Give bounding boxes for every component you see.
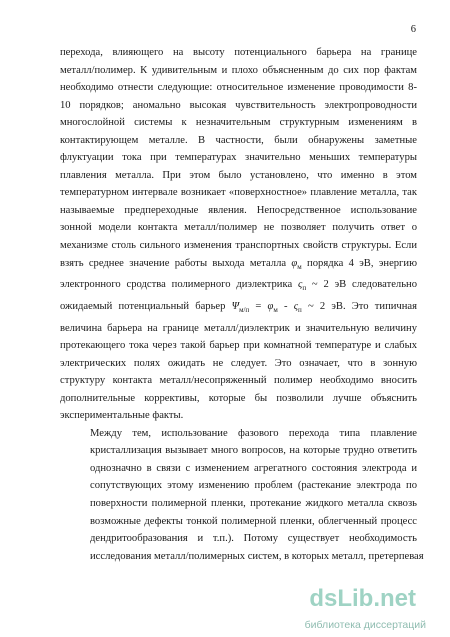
text-line: дополнительные коррективы, которые бы позволили лучше объяснить: [60, 392, 417, 404]
text-line: плавления металла. При этом было установлено, что именно в этом: [60, 169, 417, 181]
text-line: кристаллизация вызывает много вопросов, на которые трудно ответить: [90, 445, 417, 457]
page-number: 6: [410, 24, 416, 35]
text-line: зонной модели контакта металл/полимер не позволяет получить ответ о: [60, 222, 417, 234]
text-line: взять среднее значение работы выхода металла $\varphi_м$ порядка 4 эВ, энергию: [60, 257, 417, 271]
text-line: ожидаемый потенциальный барьер $\Psi_{м/п} = \varphi_м - \varsigma_п$ ~ 2 эВ. Это типичная: [60, 300, 417, 314]
text-line: электронного сродства полимерного диэлектрика $\varsigma_п$ ~ 2 эВ следовательно: [60, 279, 417, 293]
text-line: сопутствующих этому изменению проблем (растекание электрода по: [90, 480, 417, 492]
text-line: протекающего тока через такой барьер при комнатной температуре и слабых: [60, 340, 417, 352]
watermark-logo: dsLib.net: [309, 585, 416, 612]
watermark-subtitle: библиотека диссертаций: [304, 619, 426, 631]
text-line: многослойной системы к незначительным структурным изменениям в: [60, 117, 417, 129]
text-line: Между тем, использование фазового перехода типа плавление: [90, 427, 417, 439]
text-line: экспериментальные факты.: [60, 410, 184, 422]
text-line: электрических полях ожидать не следует. Это означает, что в зонную: [60, 357, 417, 369]
paragraph-2: [60, 425, 424, 565]
text-line: возможные дефекты тонкой полимерной пленки, облегченный процесс: [90, 515, 417, 527]
document-body: [60, 44, 424, 565]
text-line: необходимо отнести следующие: относительное изменение проводимости 8-: [60, 82, 417, 94]
text-line: металл/полимер. К удивительным и плохо объясненным до сих пор фактам: [60, 64, 417, 76]
text-line: перехода, влияющего на высоту потенциального барьера на границе: [60, 47, 417, 58]
text-line: дендритообразования и т.п.). Потому существует необходимость: [90, 533, 417, 545]
text-line: называемые предпереходные явления. Непосредственное использование: [60, 204, 417, 216]
text-line: поверхности полимерной пленки, протекание жидкого металла сквозь: [90, 498, 417, 509]
text-line: механизме столь сильного изменения транспортных свойств структуры. Если: [60, 240, 417, 252]
text-line: величина барьера на границе металл/диэлектрик и значительную величину: [60, 322, 417, 334]
paragraph-1: [60, 44, 417, 425]
text-line: исследования металл/полимерных систем, в которых металл, претерпевая: [90, 550, 424, 562]
text-line: 10 порядков; аномально высокая чувствительность электропроводности: [60, 99, 417, 111]
text-line: флуктуации тока при температурах значительно меньших температуры: [60, 152, 417, 164]
text-line: однозначно в связи с изменением агрегатного состояния электрода и: [90, 462, 417, 474]
text-line: температурном интервале возникает «поверхностное» плавление металла, так: [60, 187, 417, 199]
watermark: [276, 585, 426, 631]
text-line: контактирующем металле. В частности, были обнаружены заметные: [60, 134, 417, 146]
text-line: структуру контакта металл/несопряженный полимер необходимо вносить: [60, 375, 417, 387]
